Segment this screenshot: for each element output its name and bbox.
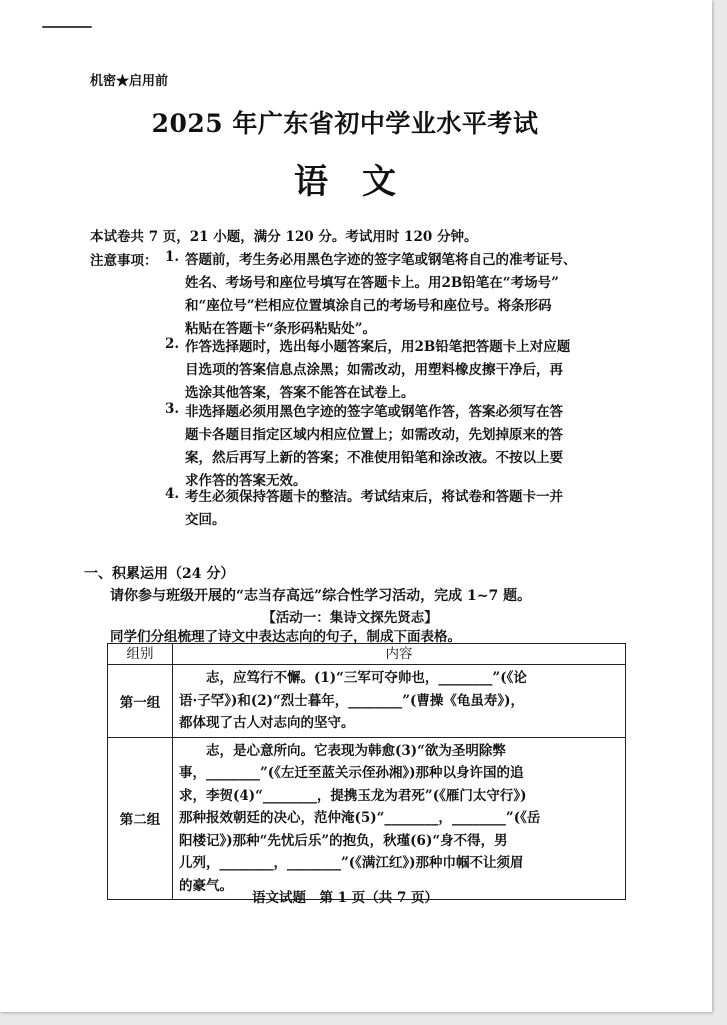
note-line: 粘贴在答题卡“条形码粘贴处”。 bbox=[185, 321, 377, 337]
note-item bbox=[185, 249, 577, 341]
section-instruction: 请你参与班级开展的“志当存高远”综合性学习活动，完成 1~7 题。 bbox=[110, 588, 532, 604]
note-line: 答题前，考生务必用黑色字迹的签字笔或钢笔将自己的准考证号、 bbox=[185, 252, 577, 268]
exam-intro: 本试卷共 7 页，21 小题，满分 120 分。考试用时 120 分钟。 bbox=[90, 229, 478, 245]
note-line: 案，然后再写上新的答案；不准使用铅笔和涂改液。不按以上要 bbox=[185, 450, 563, 466]
note-line: 目选项的答案信息点涂黑；如需改动，用塑料橡皮擦干净后，再 bbox=[185, 362, 563, 378]
content-line: 志，应笃行不懈。(1)“三军可夺帅也，________”(《论 bbox=[179, 670, 527, 686]
content-line: 志，是心意所向。它表现为韩愈(3)“欲为圣明除弊 bbox=[179, 742, 506, 759]
note-line: 姓名、考场号和座位号填写在答题卡上。用2B铅笔在“考场号” bbox=[185, 275, 559, 291]
poetry-table bbox=[107, 643, 626, 900]
note-number: 3. bbox=[165, 401, 180, 417]
content-line: 阳楼记》)那种“先忧后乐”的抱负，秋瑾(6)“身不得，男 bbox=[179, 832, 508, 849]
note-line: 和“座位号”栏相应位置填涂自己的考场号和座位号。将条形码 bbox=[185, 298, 552, 314]
content-line: 儿列，________，________”(《满江红》)那种巾帼不让须眉 bbox=[179, 855, 524, 871]
note-item bbox=[185, 486, 563, 532]
note-number: 1. bbox=[165, 249, 180, 265]
table-header-row bbox=[108, 644, 625, 664]
note-item bbox=[185, 336, 570, 405]
content-line: 的豪气。 bbox=[179, 877, 233, 894]
table-row bbox=[108, 664, 625, 737]
note-line: 考生必须保持答题卡的整洁。考试结束后，将试卷和答题卡一并 bbox=[185, 489, 563, 505]
group-content bbox=[173, 665, 625, 737]
note-number: 4. bbox=[165, 486, 180, 502]
group-label: 第一组 bbox=[108, 665, 173, 737]
note-line: 作答选择题时，选出每小题答案后，用2B铅笔把答题卡上对应题 bbox=[185, 339, 571, 355]
table-intro: 同学们分组梳理了诗文中表达志向的句子，制成下面表格。 bbox=[110, 629, 461, 645]
group-label: 第二组 bbox=[108, 738, 173, 900]
note-line: 题卡各题目指定区域内相应位置上；如需改动，先划掉原来的答 bbox=[185, 427, 563, 443]
exam-title: 2025 年广东省初中学业水平考试 bbox=[151, 109, 539, 138]
content-line: 语·子罕》)和(2)“烈士暮年，________”(曹操《龟虽寿》)， bbox=[179, 692, 525, 709]
content-line: 那种报效朝廷的决心，范仲淹(5)“________，________”(《岳 bbox=[179, 810, 541, 826]
note-line: 求作答的答案无效。 bbox=[185, 473, 307, 489]
secret-mark: 机密★启用前 bbox=[90, 74, 169, 89]
table-row bbox=[108, 737, 625, 900]
note-line: 交回。 bbox=[185, 512, 226, 528]
group-content bbox=[173, 738, 625, 900]
notes-label: 注意事项： bbox=[90, 253, 158, 269]
activity-title: 【活动一：集诗文探先贤志】 bbox=[262, 610, 438, 626]
content-line: 求，李贺(4)“________，提携玉龙为君死”(《雁门太守行》) bbox=[179, 787, 527, 804]
header-group: 组别 bbox=[108, 644, 173, 664]
note-number: 2. bbox=[165, 336, 180, 352]
note-line: 非选择题必须用黑色字迹的签字笔或钢笔作答，答案必须写在答 bbox=[185, 404, 563, 420]
header-content: 内容 bbox=[385, 646, 413, 662]
content-line: 事，________”(《左迁至蓝关示侄孙湘》)那种以身许国的追 bbox=[179, 765, 524, 781]
content-line: 都体现了古人对志向的坚守。 bbox=[179, 715, 355, 731]
subject-title: 语文 bbox=[294, 162, 430, 202]
note-line: 选涂其他答案，答案不能答在试卷上。 bbox=[185, 385, 415, 401]
note-item bbox=[185, 401, 563, 493]
section-title: 一、积累运用（24 分） bbox=[84, 566, 235, 582]
scan-mark bbox=[42, 26, 92, 28]
page-footer: 语文试题 第 1 页（共 7 页） bbox=[251, 890, 439, 906]
